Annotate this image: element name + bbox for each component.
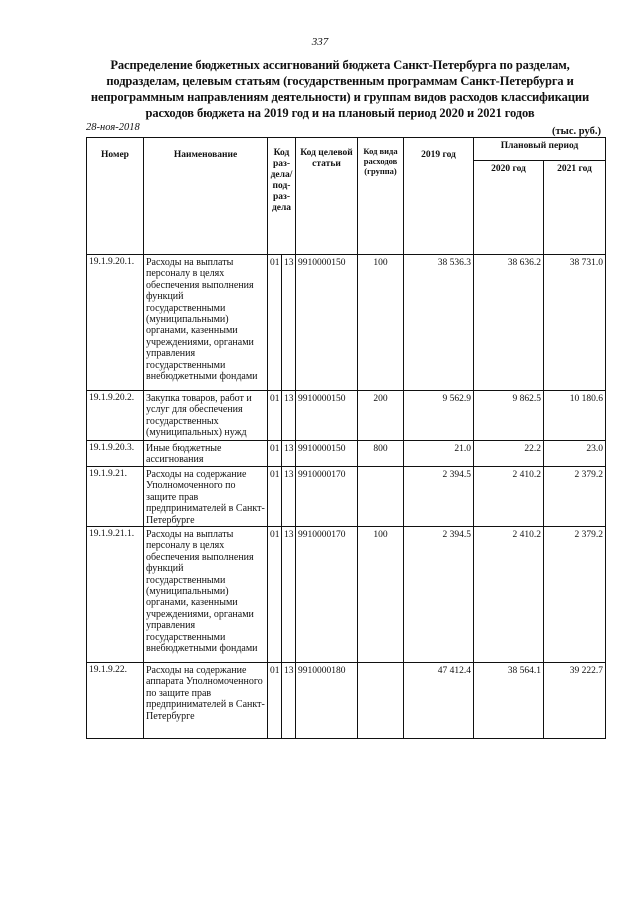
table-row [87,391,606,441]
row-podrazdel: 13 [282,527,296,663]
row-2020: 2 410.2 [474,527,544,663]
row-2020: 38 564.1 [474,663,544,739]
row-2021: 10 180.6 [544,391,606,441]
row-target-code: 9910000170 [296,527,358,663]
document-title: Распределение бюджетных ассигнований бюджета Санкт-Петербурга по разделам, подразделам, целевым статьям (государственным программам Санкт-Петербурга и непрограммным направлениям деятельности) и группам видов расходов классификации расходов бюджета на 2019 год и на плановый период 2020 и 2021 годов [90,58,590,120]
row-razdel: 01 [268,527,282,663]
row-number: 19.1.9.22. [87,663,144,739]
row-2019: 2 394.5 [404,467,474,527]
row-name: Расходы на содержание аппарата Уполномоченного по защите прав предпринимателей в Санкт-Петербурге [144,663,268,739]
row-2020: 22.2 [474,441,544,467]
row-type-code: 100 [358,527,404,663]
row-2019: 9 562.9 [404,391,474,441]
row-number: 19.1.9.20.3. [87,441,144,467]
row-number: 19.1.9.21. [87,467,144,527]
row-2019: 21.0 [404,441,474,467]
row-razdel: 01 [268,663,282,739]
table-row [87,527,606,663]
row-2019: 38 536.3 [404,255,474,391]
table-row [87,467,606,527]
row-type-code [358,467,404,527]
row-2020: 38 636.2 [474,255,544,391]
budget-table [86,137,606,739]
page-number: 337 [311,36,329,48]
row-name: Расходы на содержание Уполномоченного по защите прав предпринимателей в Санкт-Петербурге [144,467,268,527]
row-2021: 23.0 [544,441,606,467]
row-name: Расходы на выплаты персоналу в целях обеспечения выполнения функций государственными (муниципальными) органами, казенными учреждениями, органами управления государственными внебюджетными фондами [144,527,268,663]
row-2019: 47 412.4 [404,663,474,739]
row-number: 19.1.9.20.1. [87,255,144,391]
row-number: 19.1.9.20.2. [87,391,144,441]
row-target-code: 9910000150 [296,391,358,441]
row-2021: 2 379.2 [544,467,606,527]
header-name: Наименование [144,138,268,255]
row-podrazdel: 13 [282,391,296,441]
row-target-code: 9910000150 [296,255,358,391]
table-row [87,663,606,739]
row-2019: 2 394.5 [404,527,474,663]
row-type-code: 800 [358,441,404,467]
row-razdel: 01 [268,255,282,391]
row-2021: 39 222.7 [544,663,606,739]
row-razdel: 01 [268,467,282,527]
row-2021: 2 379.2 [544,527,606,663]
header-2020: 2020 год [474,160,544,255]
row-name: Расходы на выплаты персоналу в целях обеспечения выполнения функций государственными (муниципальными) органами, казенными учреждениями, органами управления государственными внебюджетными фондами [144,255,268,391]
row-razdel: 01 [268,441,282,467]
header-number: Номер [87,138,144,255]
row-target-code: 9910000170 [296,467,358,527]
units-label: (тыс. руб.) [552,126,601,137]
row-2020: 2 410.2 [474,467,544,527]
table-row [87,255,606,391]
row-target-code: 9910000150 [296,441,358,467]
row-number: 19.1.9.21.1. [87,527,144,663]
row-type-code: 200 [358,391,404,441]
row-type-code: 100 [358,255,404,391]
table-row [87,441,606,467]
header-2019: 2019 год [404,138,474,255]
header-planned: Плановый период [474,138,606,161]
row-podrazdel: 13 [282,255,296,391]
row-2021: 38 731.0 [544,255,606,391]
header-target: Код целевой статьи [296,138,358,255]
row-podrazdel: 13 [282,663,296,739]
row-name: Иные бюджетные ассигнования [144,441,268,467]
row-2020: 9 862.5 [474,391,544,441]
header-2021: 2021 год [544,160,606,255]
row-podrazdel: 13 [282,467,296,527]
row-razdel: 01 [268,391,282,441]
row-name: Закупка товаров, работ и услуг для обеспечения государственных (муниципальных) нужд [144,391,268,441]
row-target-code: 9910000180 [296,663,358,739]
row-type-code [358,663,404,739]
header-section: Код раз-дела/ под-раз-дела [268,138,296,255]
document-date: 28-ноя-2018 [86,122,140,133]
header-type: Код вида расходов (группа) [358,138,404,255]
row-podrazdel: 13 [282,441,296,467]
